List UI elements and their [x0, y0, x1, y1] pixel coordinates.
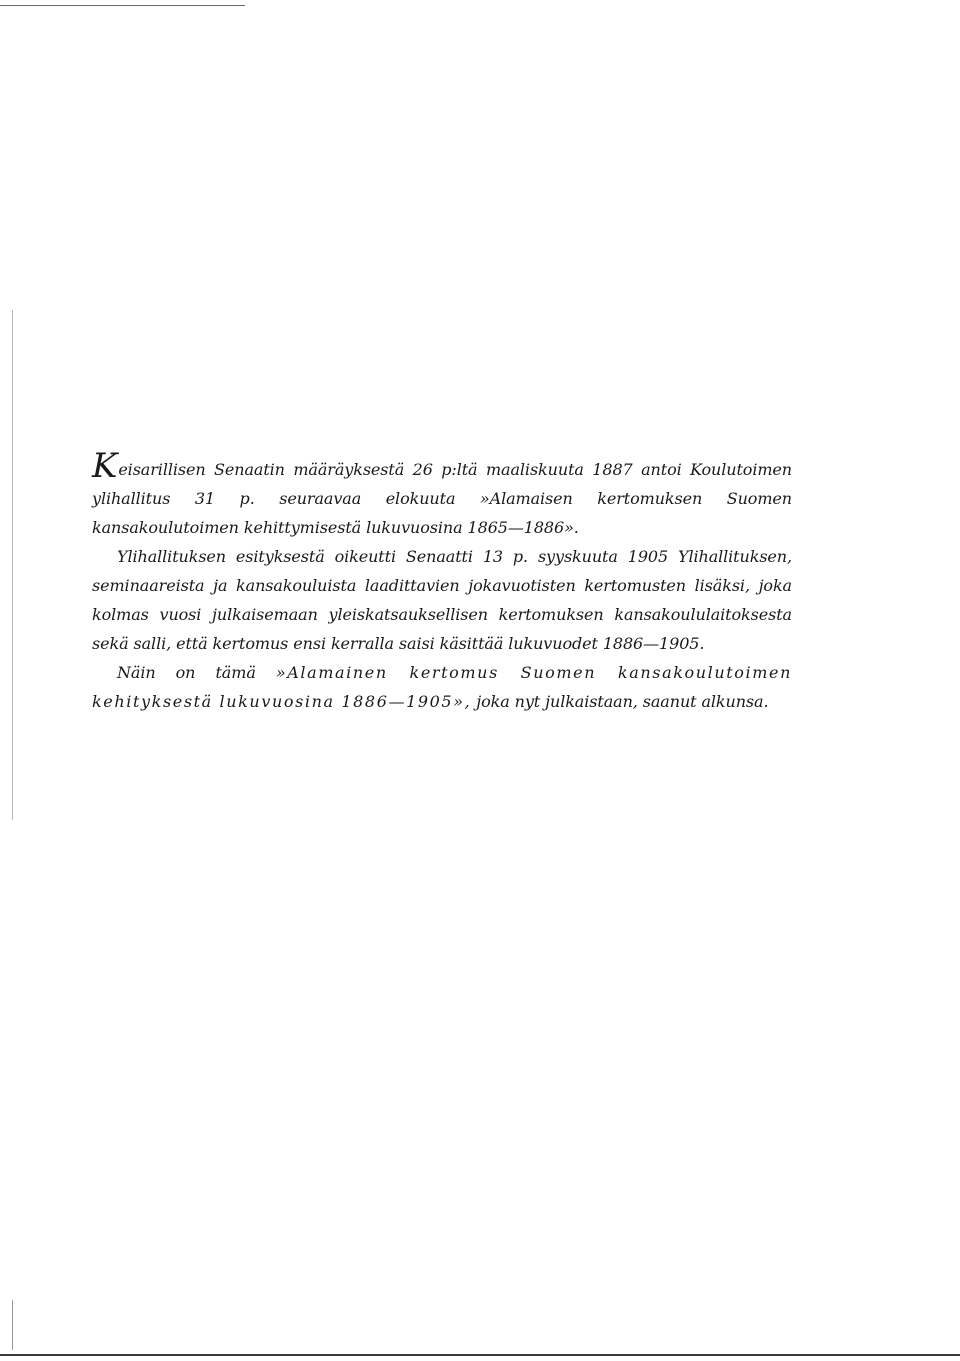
body-text	[92, 446, 792, 716]
paragraph-1-text: eisarillisen Senaatin määräyksestä 26 p:ltä maaliskuuta 1887 antoi Koulutoimen ylihallitus 31 p. seuraavaa elokuuta »Alamaisen kertomuksen Suomen kansakoulutoimen kehittymisestä lukuvuosina 1865—1886».	[92, 460, 792, 537]
paragraph-2: Ylihallituksen esityksestä oikeutti Senaatti 13 p. syyskuuta 1905 Ylihallituksen, seminaareista ja kansakouluista laadittavien jokavuotisten kertomusten lisäksi, joka kolmas vuosi julkaisemaan yleiskatsauksellisen kertomuksen kansakoululaitoksesta sekä salli, että kertomus ensi kerralla saisi käsittää lukuvuodet 1886—1905.	[92, 547, 792, 653]
paragraph-1	[92, 446, 792, 542]
paragraph-3-tail: joka nyt julkaistaan, saanut alkunsa.	[471, 692, 769, 711]
paragraph-3-lead: Näin on tämä	[117, 663, 276, 682]
scan-artifact-left-line	[12, 310, 13, 820]
paragraph-3	[92, 658, 792, 716]
initial-letter: K	[92, 446, 118, 486]
scan-artifact-top-line	[0, 5, 245, 6]
scan-artifact-left-stub	[12, 1300, 13, 1350]
scan-artifact-bottom-line	[0, 1354, 960, 1356]
report-title-spaced: »Alamainen kertomus Suomen kansakoulutoimen kehityksestä lukuvuosina 1886—1905»,	[92, 663, 792, 711]
